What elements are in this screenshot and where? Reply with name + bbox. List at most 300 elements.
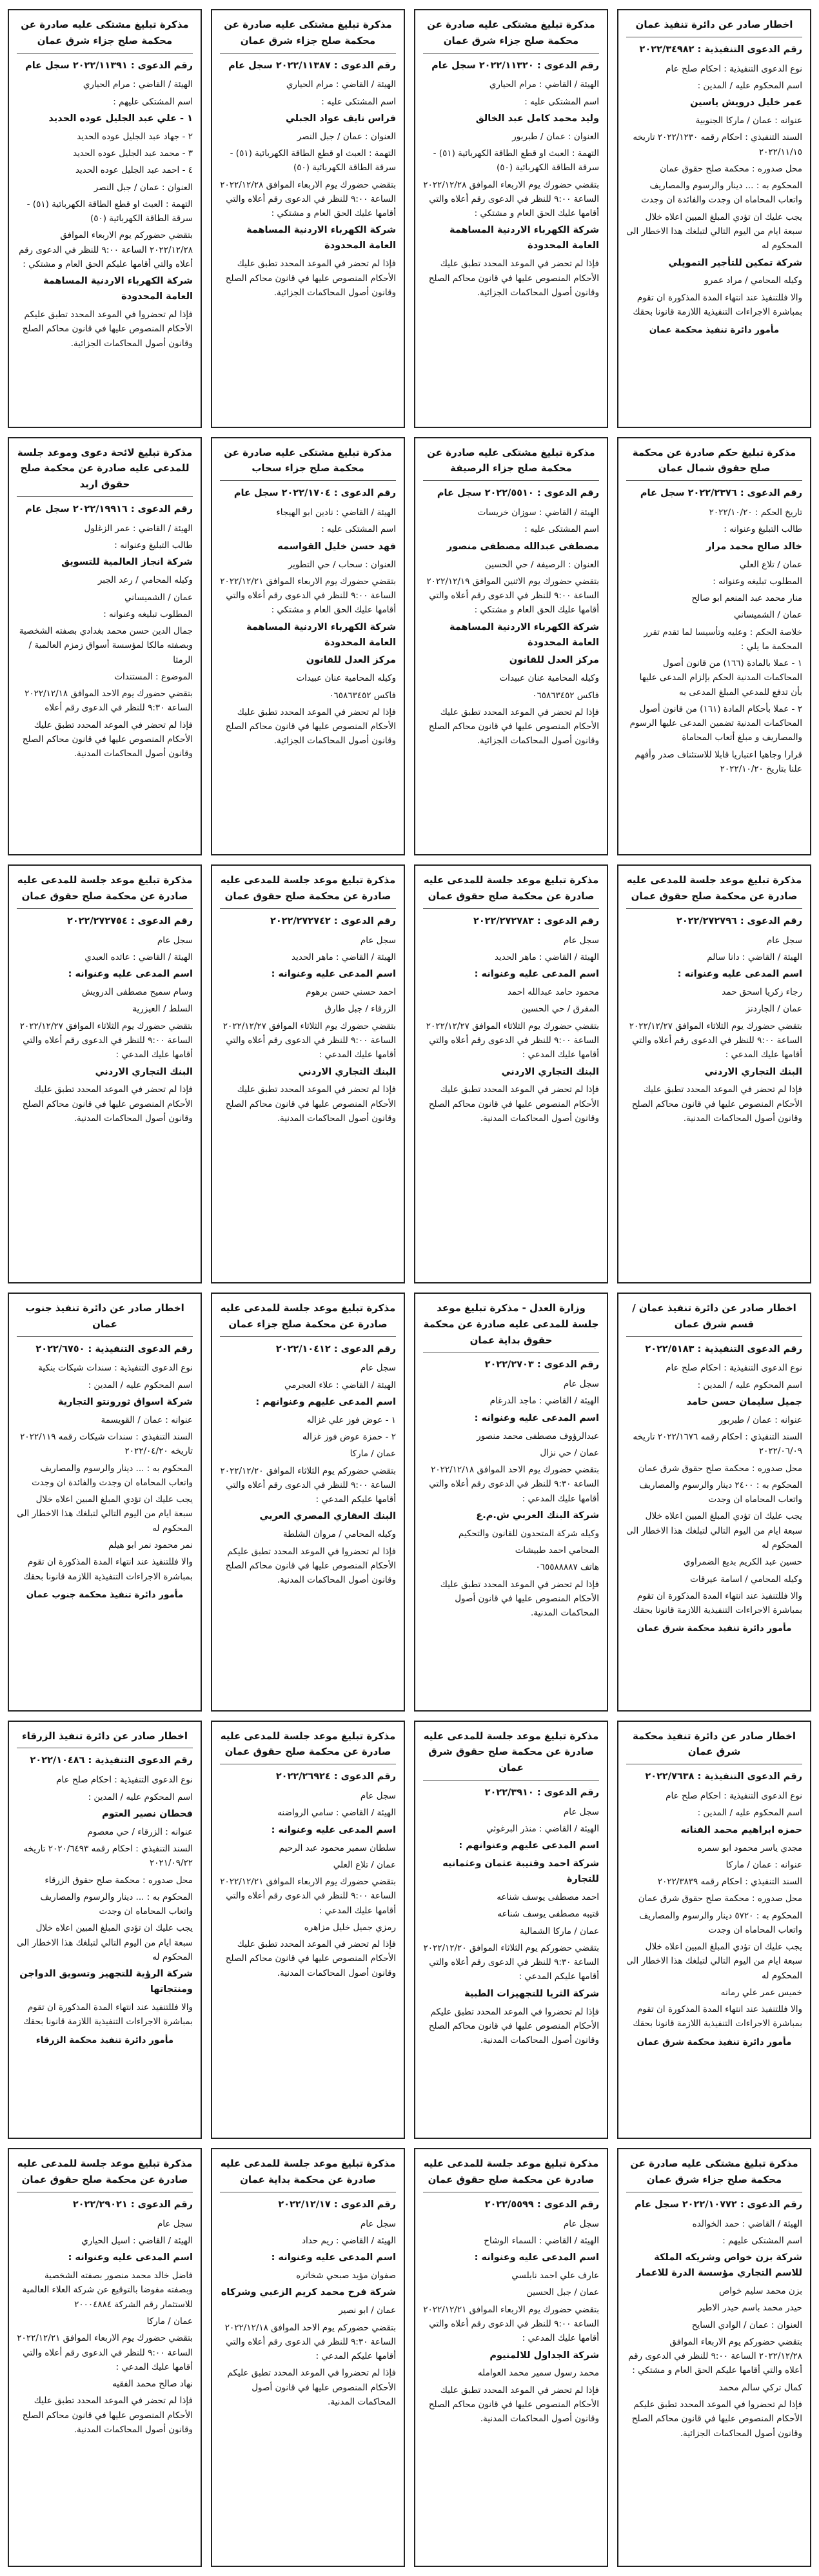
notice-line: السند التنفيذي : احكام رقمه ٢٠٢٢/١٢٣٠ تاريخه ٢٠٢٢/١١/١٥ bbox=[633, 132, 802, 157]
notice-line: وكيله المحامي / اسامة عيرقات bbox=[690, 1574, 802, 1585]
notice-footer: مأمور دائرة تنفيذ محكمة عمان bbox=[649, 325, 780, 336]
notice-line: اسم المشتكى عليه : bbox=[321, 96, 396, 107]
notice-line: مصطفى عبدالله مصطفى منصور bbox=[446, 541, 599, 552]
legal-notice bbox=[211, 437, 405, 856]
case-number: رقم الدعوى : ٢٠٢٢/١٢/١٧ bbox=[278, 2199, 396, 2210]
notice-line: حسين عبد الكريم بديع الضمراوي bbox=[683, 1557, 802, 1568]
notice-line: بزن محمد سليم خواص bbox=[718, 2286, 802, 2297]
notice-line: فإذا لم تحضروا في الموعد المحدد تطبق عليكم الأحكام المنصوص عليها في قانون محاكم الصلح وقانون أصول المحاكمات الجزائية. bbox=[631, 2399, 802, 2439]
notice-line: محمود حامد عبدالله احمد bbox=[507, 987, 599, 998]
notice-line: العنوان : عمان / طبربور bbox=[512, 131, 599, 142]
legal-notice bbox=[211, 1721, 405, 2140]
notice-heading: مذكرة تبليغ موعد جلسة للمدعى عليه صادرة عن محكمة صلح حقوق عمان bbox=[17, 872, 193, 909]
legal-notice bbox=[8, 1293, 202, 1712]
notice-line: الهيئة / القاضي : عائده العبدي bbox=[84, 952, 193, 963]
notice-line: يجب عليك ان تؤدي المبلغ المبين اعلاه خلال سبعة ايام من اليوم التالي لتبلغك هذا الاخطار الى المحكوم له bbox=[626, 1511, 802, 1550]
notice-line: التهمة : العبث او قطع الطاقة الكهربائية (٥١) - سرقة الطاقة الكهربائية (٥٠) bbox=[433, 148, 599, 173]
notice-line: سجل عام bbox=[157, 2218, 193, 2229]
notice-heading: مذكرة تبليغ موعد جلسة للمدعى عليه صادرة عن محكمة صلح حقوق عمان bbox=[423, 2156, 599, 2192]
notice-line: فاضل خالد محمد منصور بصفته الشخصية وبصفته مفوضا بالتوقيع عن شركة العلاء العالمية للاستثمار رقم الشركة ٢٠٠٠٤٨٨٤ bbox=[22, 2270, 193, 2310]
case-number: رقم الدعوى : ٢٠٢٢/١١٣٨٧ سجل عام bbox=[228, 60, 396, 71]
notice-line: بتقضي حضوركم يوم الثلاثاء الموافق ٢٠٢٢/١٢/٢٠ الساعة ٩:٣٠ للنظر في الدعوى رقم أعلاه والتي أقامها عليكم المدعي : bbox=[423, 1942, 599, 1982]
legal-notice bbox=[414, 864, 608, 1283]
notice-line: والا فللتنفيذ عند انتهاء المدة المذكورة ان تقوم بمباشرة الاجراءات التنفيذية اللازمة قانونا بحقك bbox=[633, 292, 802, 317]
notice-line: فإذا لم تحضر في الموعد المحدد تطبق عليك الأحكام المنصوص عليها في قانون محاكم الصلح وقانون أصول المحاكمات المدنية. bbox=[428, 2385, 599, 2425]
notice-line: العنوان : الرصيفة / حي الحسين bbox=[484, 559, 599, 570]
notice-heading: مذكرة تبليغ موعد جلسة للمدعى عليه صادرة عن محكمة صلح حقوق عمان bbox=[626, 872, 802, 909]
notice-line: السند التنفيذي : احكام رقمه ٢٠٢٢/٣٨٣٩ bbox=[657, 1877, 802, 1888]
notice-line: اسم المدعى عليه وعنوانه : bbox=[474, 1412, 599, 1423]
notice-line: اسم المشتكى عليه : bbox=[524, 524, 599, 535]
notice-line: بتقضي حضورك يوم الثلاثاء الموافق ٢٠٢٢/١٢/٢٧ الساعة ٩:٠٠ للنظر في الدعوى رقم أعلاه والتي أقامها عليك المدعي : bbox=[426, 1020, 599, 1060]
notice-line: الهيئة / القاضي : مرام الحياري bbox=[83, 79, 193, 90]
notice-line: بتقضي حضوركم يوم الاربعاء الموافق ٢٠٢٢/١٢/٢٨ الساعة ٩:٠٠ للنظر في الدعوى رقم أعلاه والتي أقامها عليكم الحق العام و مشتكي : bbox=[19, 230, 193, 269]
notice-line: خميس عمر علي رمانه bbox=[720, 1987, 802, 1998]
notice-line: اسم المشتكى عليهم : bbox=[113, 96, 193, 107]
notice-line: اسم المدعى عليه وعنوانه : bbox=[271, 1824, 396, 1835]
notice-line: العنوان : عمان / الوادي السايح bbox=[691, 2319, 802, 2330]
case-number: رقم الدعوى التنفيذية : ٢٠٢٢/٧٦٣٨ bbox=[645, 1771, 802, 1782]
notice-line: محمد رسول سمير محمد العوامله bbox=[477, 2368, 599, 2379]
notice-line: المطلوب تبليغه وعنوانه : bbox=[713, 576, 802, 587]
notice-line: ٢ - جهاد عبد الجليل عوده الحديد bbox=[77, 131, 193, 142]
notice-line: البنك التجاري الاردني bbox=[501, 1066, 599, 1077]
notice-line: الهيئة / القاضي : سوزان خريسات bbox=[477, 507, 599, 518]
case-number: رقم الدعوى : ٢٠٢٢/٢٧٠٣ bbox=[484, 1360, 599, 1371]
notice-line: عمان / الجاردنز bbox=[745, 1004, 802, 1015]
notice-line: نوع الدعوى التنفيذية : احكام صلح عام bbox=[666, 63, 802, 74]
notice-line: نوع الدعوى التنفيذية : سندات شيكات بنكية bbox=[38, 1363, 193, 1374]
notice-line: اسم المدعى عليه وعنوانه : bbox=[474, 969, 599, 980]
notice-line: ١ - عوض فوز علي غزاله bbox=[306, 1414, 396, 1425]
notice-line: اسم المدعى عليه وعنوانه : bbox=[474, 2252, 599, 2263]
notice-line: وكيله شركة المتحدون للقانون والتحكيم bbox=[458, 1528, 599, 1539]
notice-line: رمزي جميل خليل مزاهره bbox=[304, 1922, 396, 1933]
notice-line: اسم المدعى عليهم وعنوانهم : bbox=[255, 1396, 396, 1407]
notice-line: فإذا لم تحضر في الموعد المحدد تطبق عليك الأحكام المنصوص عليها في قانون محاكم الصلح وقانون أصول المحاكمات المدنية. bbox=[631, 1084, 802, 1124]
notice-line: خالد صالح محمد مرار bbox=[706, 541, 802, 552]
notice-line: مجدي ياسر محمود ابو سمره bbox=[697, 1842, 802, 1853]
notice-line: الهيئة / القاضي : عمر الزغلول bbox=[84, 523, 193, 534]
notice-line: رجاء زكريا اسحق حمد bbox=[722, 987, 802, 998]
notice-line: مركز العدل للقانون bbox=[306, 655, 396, 666]
notice-line: فاكس ٠٦٥٨٦٣٤٥٢ bbox=[532, 690, 599, 701]
notice-line: عنوانه : عمان / طبربور bbox=[718, 1414, 802, 1425]
notice-line: الهيئة / القاضي : ريم حداد bbox=[301, 2236, 396, 2247]
notice-line: وكيله المحامية عنان عبيدات bbox=[296, 673, 396, 684]
legal-notice bbox=[414, 1721, 608, 2140]
notice-line: شركة الثريا للتجهيزات الطبية bbox=[464, 1988, 599, 1999]
notice-line: اسم المدعى عليه وعنوانه : bbox=[677, 969, 802, 980]
notice-line: اسم المدعى عليه وعنوانه : bbox=[271, 969, 396, 980]
notice-line: عبدالرؤوف مصطفى محمد منصور bbox=[477, 1430, 599, 1441]
legal-notice bbox=[211, 1293, 405, 1712]
legal-notice bbox=[8, 437, 202, 856]
notice-line: حيدر محمد باسم حيدر الاطير bbox=[698, 2303, 802, 2314]
notice-line: فإذا لم تحضروا في الموعد المحدد تطبق عليكم الأحكام المنصوص عليها في قانون محاكم الصلح وقانون أصول المحاكمات المدنية. bbox=[428, 2006, 599, 2046]
notice-line: نوع الدعوى التنفيذية : احكام صلح عام bbox=[666, 1363, 802, 1374]
notice-line: المطلوب تبليغه وعنوانه : bbox=[103, 609, 193, 620]
legal-notice bbox=[8, 2148, 202, 2567]
notice-line: محل صدوره : محكمة صلح حقوق شرق عمان bbox=[638, 1463, 802, 1474]
notice-heading: اخطار صادر عن دائرة تنفيذ جنوب عمان bbox=[17, 1300, 193, 1337]
notice-line: شركة الكهرباء الاردنية المساهمة العامة المحدودة bbox=[43, 276, 193, 302]
notice-line: شركة الكهرباء الاردنية المساهمة العامة المحدودة bbox=[246, 225, 396, 251]
notice-line: اسم المدعى عليه وعنوانه : bbox=[68, 969, 193, 980]
notice-line: سجل عام bbox=[360, 1363, 396, 1374]
legal-notice bbox=[8, 1721, 202, 2140]
notice-line: اسم المشتكى عليه : bbox=[524, 96, 599, 107]
notice-line: ٣ - محمد عبد الجليل عوده الحديد bbox=[73, 148, 193, 159]
notice-line: شركة تمكين للتأجير التمويلي bbox=[668, 257, 802, 268]
notice-line: يجب عليك ان تؤدي المبلغ المبين اعلاه خلال سبعة ايام من اليوم التالي لتبلغك هذا الاخطار الى المحكوم له bbox=[626, 1942, 802, 1981]
notice-line: عنوانه : عمان / ماركا bbox=[725, 1859, 802, 1870]
notice-line: المحكوم به : ... دينار والرسوم والمصاريف واتعاب المحاماه ان وجدت والفائدة ان وجدت bbox=[32, 1463, 193, 1488]
legal-notice bbox=[617, 2148, 811, 2567]
notice-line: الزرقاء / جبل طارق bbox=[324, 1004, 396, 1015]
notice-heading: مذكرة تبليغ موعد جلسة للمدعى عليه صادرة عن محكمة صلح جزاء عمان bbox=[220, 1300, 396, 1337]
notice-line: الهيئة / القاضي : ماهر الحديد bbox=[495, 952, 599, 963]
case-number: رقم الدعوى : ٢٠٢٢/٢٧٢٧٨٣ bbox=[473, 915, 599, 926]
case-number: رقم الدعوى : ٢٠٢٢/١٧٠٤ سجل عام bbox=[233, 488, 396, 499]
notice-line: بتقضي حضورك يوم الاربعاء الموافق ٢٠٢٢/١٢/٢١ الساعة ٩:٠٠ للنظر في الدعوى رقم أعلاه والتي أقامها عليك المدعي : bbox=[17, 2333, 193, 2372]
legal-notice bbox=[211, 864, 405, 1283]
legal-notice bbox=[211, 9, 405, 428]
notice-line: منار محمد عبد المنعم ابو صالح bbox=[691, 593, 802, 604]
notice-line: بتقضي حضورك يوم الاربعاء الموافق ٢٠٢٢/١٢/٢٨ الساعة ٩:٠٠ للنظر في الدعوى رقم أعلاه والتي أقامها عليك الحق العام و مشتكي : bbox=[220, 179, 396, 219]
notice-line: طالب التبليغ وعنوانه : bbox=[114, 540, 193, 551]
notice-line: الهيئة / القاضي : علاء العجرمي bbox=[284, 1380, 396, 1390]
notice-line: نوع الدعوى التنفيذية : احكام صلح عام bbox=[56, 1775, 193, 1786]
case-number: رقم الدعوى : ٢٠٢٢/١٠٧٧٢ سجل عام bbox=[635, 2199, 802, 2210]
notice-line: شركة اسواق ثورونتو التجارية bbox=[57, 1396, 193, 1407]
case-number: رقم الدعوى : ٢٠٢٢/٢٧٢٧٤٢ bbox=[270, 915, 396, 926]
notice-line: جميل سليمان حسن حامد bbox=[686, 1396, 802, 1407]
notice-line: بتقضي حضورك يوم الاربعاء الموافق ٢٠٢٢/١٢/٢١ الساعة ٩:٠٠ للنظر في الدعوى رقم أعلاه والتي أقامها عليك المدعي : bbox=[423, 2304, 599, 2344]
notice-line: بتقضي حضورك يوم الاحد الموافق ٢٠٢٢/١٢/١٨ الساعة ٩:٣٠ للنظر في الدعوى رقم أعلاه والتي أقامها عليك المدعي : bbox=[429, 1465, 599, 1504]
notice-line: شركة الرؤية للتجهيز وتسويق الدواجن ومنتجاتها bbox=[19, 1969, 193, 1995]
case-number: رقم الدعوى : ٢٠٢٢/٢٩٠٢١ bbox=[72, 2199, 193, 2210]
case-number: رقم الدعوى التنفيذية : ٢٠٢٢/٣٤٩٨٢ bbox=[639, 44, 802, 55]
notice-line: شركة فرح محمد كريم الزعبي وشركاه bbox=[221, 2287, 396, 2298]
notice-line: بتقضي حضوركم يوم الثلاثاء الموافق ٢٠٢٢/١٢/٢٠ الساعة ٩:٠٠ للنظر في الدعوى رقم أعلاه والتي أقامها عليكم المدعي : bbox=[220, 1465, 396, 1505]
notice-line: الهيئة / القاضي : مرام الحياري bbox=[489, 79, 599, 90]
notice-line: وكيله المحامي / مراد عمرو bbox=[704, 275, 802, 286]
legal-notice bbox=[8, 9, 202, 428]
notice-line: شركة الكهرباء الاردنية المساهمة العامة المحدودة bbox=[246, 621, 396, 648]
notice-heading: مذكرة تبليغ مشتكى عليه صادرة عن محكمة صلح جزاء الرصيفة bbox=[423, 445, 599, 482]
notice-line: وليد محمد كامل عبد الخالق bbox=[475, 113, 599, 124]
legal-notice bbox=[414, 2148, 608, 2567]
notice-line: فإذا لم تحضروا في الموعد المحدد تطبق عليكم الأحكام المنصوص عليها في قانون أصول المحاكمات المدنية. bbox=[227, 2368, 396, 2407]
notice-line: طالب التبليغ وعنوانه : bbox=[724, 524, 802, 535]
legal-notice bbox=[414, 9, 608, 428]
notice-line: احمد مصطفى يوسف شناعه bbox=[497, 1892, 599, 1903]
notice-line: بتقضي حضورك يوم الاربعاء الموافق ٢٠٢٢/١٢/٢١ الساعة ٩:٠٠ للنظر في الدعوى رقم أعلاه والتي أقامها عليك المدعي : bbox=[220, 1877, 396, 1916]
legal-notice bbox=[211, 2148, 405, 2567]
notice-line: نمر محمود نمر ابو هيلم bbox=[108, 1540, 193, 1550]
notice-line: محل صدوره : محكمة صلح حقوق شرق عمان bbox=[638, 1893, 802, 1904]
notice-line: فاكس ٠٦٥٨٦٣٤٥٢ bbox=[329, 690, 396, 701]
notice-line: قحطان نصير العتوم bbox=[102, 1808, 193, 1819]
notice-line: خلاصة الحكم : وعليه وتأسيسا لما تقدم تقرر المحكمة ما يلي : bbox=[644, 627, 802, 652]
notice-line: السند التنفيذي : احكام رقمه ٢٠٢٠/٦٤٩٣ تاريخه ٢٠٢١/٠٩/٢٢ bbox=[23, 1844, 193, 1869]
notice-line: فإذا لم تحضر في الموعد المحدد تطبق عليك الأحكام المنصوص عليها في قانون محاكم الصلح وقانون أصول المحاكمات المدنية. bbox=[22, 719, 193, 759]
notice-line: سجل عام bbox=[360, 1791, 396, 1802]
case-number: رقم الدعوى التنفيذية : ٢٠٢٢/١٠٤٨٦ bbox=[30, 1755, 193, 1766]
case-number: رقم الدعوى : ٢٠٢٢/١١٣٩١ سجل عام bbox=[25, 60, 193, 71]
notice-line: المحكوم به : ٥٧٢٠ دينار والرسوم والمصاريف واتعاب المحاماه ان وجدت bbox=[639, 1910, 802, 1935]
notice-line: اسم المشتكى عليهم : bbox=[722, 2236, 802, 2247]
notice-line: فإذا لم تحضر في الموعد المحدد تطبق عليك الأحكام المنصوص عليها في قانون محاكم الصلح وقانون أصول المحاكمات المدنية. bbox=[225, 1939, 396, 1978]
notice-line: عمان / ابو نصير bbox=[339, 2305, 396, 2316]
notice-line: عنوانه : الزرقاء / حي معصوم bbox=[87, 1826, 193, 1837]
case-number: رقم الدعوى : ٢٠٢٢/٢٦٩٢٤ bbox=[275, 1771, 396, 1782]
legal-notice bbox=[617, 9, 811, 428]
notice-line: جمال الدين حسن محمد بغدادي بصفته الشخصية وبصفته مالكا لمؤسسة أسواق زمزم العالمية / الرمثا bbox=[19, 626, 193, 665]
notice-line: حمزه ابراهيم محمد الفنانه bbox=[680, 1824, 802, 1835]
notice-line: المفرق / حي الحسين bbox=[521, 1004, 599, 1015]
notice-line: ٢ - عملا بأحكام المادة (١٦١) من قانون أصول المحاكمات المدنية تضمين المدعى عليها الرسوم والمصاريف و مبلغ أتعاب المحاماة bbox=[629, 703, 802, 743]
notice-heading: مذكرة تبليغ مشتكى عليه صادرة عن محكمة صلح جزاء شرق عمان bbox=[626, 2156, 802, 2192]
notice-line: سجل عام bbox=[563, 2218, 599, 2229]
notice-footer: مأمور دائرة تنفيذ محكمة شرق عمان bbox=[636, 1623, 792, 1634]
notice-line: شركة الكهرباء الاردنية المساهمة العامة المحدودة bbox=[449, 621, 599, 648]
notice-line: عمان / ماركا bbox=[350, 1449, 396, 1459]
notice-line: عمر خليل درويش ياسين bbox=[690, 97, 802, 108]
notice-line: التهمة : العبث او قطع الطاقة الكهربائية (٥١) - سرقة الطاقة الكهربائية (٥٠) bbox=[26, 199, 193, 224]
case-number: رقم الدعوى التنفيذية : ٢٠٢٢/٥١٨٣ bbox=[645, 1343, 802, 1354]
notice-line: عمان / الشميساني bbox=[734, 610, 802, 621]
notice-line: الهيئة / القاضي : دانا سالم bbox=[707, 952, 802, 963]
notice-heading: مذكرة تبليغ مشتكى عليه صادرة عن محكمة صلح جزاء شرق عمان bbox=[220, 17, 396, 54]
notice-line: الهيئة / القاضي : منذر البرغوثي bbox=[486, 1824, 599, 1835]
notice-heading: مذكرة تبليغ لائحة دعوى وموعد جلسة للمدعى عليه صادرة عن محكمة صلح حقوق اربد bbox=[17, 445, 193, 497]
notice-line: فإذا لم تحضر في الموعد المحدد تطبق عليك الأحكام المنصوص عليها في قانون محاكم الصلح وقانون أصول المحاكمات المدنية. bbox=[22, 1084, 193, 1124]
notice-line: ١ - علي عبد الجليل عوده الحديد bbox=[48, 113, 193, 124]
notice-line: العنوان : عمان / جبل النصر bbox=[94, 182, 193, 193]
notice-line: قتيبه مصطفى يوسف شناعه bbox=[497, 1909, 599, 1920]
notice-line: فإذا لم تحضر في الموعد المحدد تطبق عليك الأحكام المنصوص عليها في قانون أصول المحاكمات المدنية. bbox=[440, 1579, 599, 1619]
notice-line: مركز العدل للقانون bbox=[509, 655, 599, 666]
notice-line: السلط / العيزرية bbox=[132, 1004, 193, 1015]
notice-heading: اخطار صادر عن دائرة تنفيذ الزرقاء bbox=[17, 1728, 193, 1749]
notice-heading: مذكرة تبليغ موعد جلسة للمدعى عليه صادرة عن محكمة صلح حقوق عمان bbox=[423, 872, 599, 909]
notice-line: والا فللتنفيذ عند انتهاء المدة المذكورة ان تقوم بمباشرة الاجراءات التنفيذية اللازمة قانونا بحقك bbox=[23, 2002, 193, 2027]
notice-line: شركة الجداول للالمنيوم bbox=[489, 2350, 599, 2361]
notice-line: وكيله المحامية عنان عبيدات bbox=[499, 673, 599, 684]
notice-line: بتقضي حضورك يوم الاربعاء الموافق ٢٠٢٢/١٢/٢١ الساعة ٩:٠٠ للنظر في الدعوى رقم أعلاه والتي أقامها عليك الحق العام و مشتكي : bbox=[220, 576, 396, 616]
notice-line: اسم المحكوم عليه / المدين : bbox=[88, 1380, 193, 1390]
notice-line: اسم المحكوم عليه / المدين : bbox=[697, 1380, 802, 1390]
notice-line: بتقضي حضورك يوم الثلاثاء الموافق ٢٠٢٢/١٢/٢٧ الساعة ٩:٠٠ للنظر في الدعوى رقم أعلاه والتي أقامها عليك المدعي : bbox=[19, 1020, 193, 1060]
notice-line: بتقضي حضورك يوم الثلاثاء الموافق ٢٠٢٢/١٢/٢٧ الساعة ٩:٠٠ للنظر في الدعوى رقم أعلاه والتي أقامها عليك المدعي : bbox=[629, 1020, 802, 1060]
notice-line: محل صدوره : محكمة صلح حقوق عمان bbox=[660, 163, 802, 174]
notice-heading: مذكرة تبليغ مشتكى عليه صادرة عن محكمة صلح جزاء سحاب bbox=[220, 445, 396, 482]
notice-line: سجل عام bbox=[157, 935, 193, 946]
case-number: رقم الدعوى : ٢٠٢٢/١٩٩١٦ سجل عام bbox=[25, 503, 193, 514]
notice-line: سجل عام bbox=[360, 2218, 396, 2229]
notice-line: بتقضي حضورك يوم الاربعاء الموافق ٢٠٢٢/١٢/٢٨ الساعة ٩:٠٠ للنظر في الدعوى رقم أعلاه والتي أقامها عليك الحق العام و مشتكي : bbox=[423, 179, 599, 219]
notice-line: سجل عام bbox=[563, 1379, 599, 1390]
case-number: رقم الدعوى : ٢٠٢٢/١٠٤١٢ bbox=[275, 1343, 396, 1354]
notice-line: ١ - عملا بالمادة (١٦٦) من قانون أصول المحاكمات المدنية الحكم بإلزام المدعى عليها بأن تدفع للمدعي المبلغ المدعى به bbox=[639, 658, 802, 698]
notice-line: البنك العقاري المصري العربي bbox=[259, 1511, 396, 1522]
notice-line: سلطان سمير محمود عبد الرحيم bbox=[279, 1842, 396, 1853]
notice-line: نهاد صالح محمد الفقيه bbox=[112, 2379, 193, 2390]
notice-line: فإذا لم تحضروا في الموعد المحدد تطبق عليكم الأحكام المنصوص عليها في قانون محاكم الصلح وقانون أصول المحاكمات الجزائية. bbox=[22, 309, 193, 349]
notice-line: اسم المشتكى عليه : bbox=[321, 524, 396, 535]
notice-line: شركة بزن خواص وشريكه الملكة للاسم التجاري مؤسسة الدرة للاعمار bbox=[636, 2252, 802, 2279]
notice-line: فإذا لم تحضر في الموعد المحدد تطبق عليك الأحكام المنصوص عليها في قانون محاكم الصلح وقانون أصول المحاكمات الجزائية. bbox=[428, 707, 599, 746]
notice-line: يجب عليك ان تؤدي المبلغ المبين اعلاه خلال سبعة ايام من اليوم التالي لتبلغك هذا الاخطار الى المحكوم له bbox=[626, 211, 802, 251]
notice-line: قرارا وجاهيا اعتباريا قابلا للاستئناف صدر وأفهم علنا بتاريخ ٢٠٢٢/١٠/٢٠ bbox=[635, 749, 802, 774]
legal-notice bbox=[414, 437, 608, 856]
notice-footer: مأمور دائرة تنفيذ محكمة الزرقاء bbox=[35, 2034, 174, 2045]
notice-line: الهيئة / القاضي : نادين ابو الهيجاء bbox=[276, 507, 396, 518]
notice-line: عارف علي احمد نابلسي bbox=[511, 2270, 599, 2281]
notice-line: الهيئة / القاضي : سامي الرواضنه bbox=[277, 1808, 396, 1819]
notice-line: سجل عام bbox=[563, 935, 599, 946]
notice-line: المحكوم به : ٢٤٠٠ دينار والرسوم والمصاريف واتعاب المحاماه ان وجدت bbox=[639, 1479, 802, 1505]
notice-line: فإذا لم تحضر في الموعد المحدد تطبق عليك الأحكام المنصوص عليها في قانون محاكم الصلح وقانون أصول المحاكمات الجزائية. bbox=[225, 707, 396, 746]
legal-notice bbox=[8, 864, 202, 1283]
case-number: رقم الدعوى : ٢٠٢٢/٢٣٧٦ سجل عام bbox=[640, 488, 802, 499]
notice-line: السند التنفيذي : سندات شيكات رقمه ٢٠٢٢/١١٩ تاريخه ٢٠٢٢/٠٤/٢٠ bbox=[20, 1432, 193, 1457]
notice-line: وسام سميح مصطفى الدرويش bbox=[81, 987, 193, 998]
notice-line: عنوانه : عمان / ماركا الجنوبية bbox=[695, 115, 802, 126]
notice-line: بتقضي حضورك يوم الثلاثاء الموافق ٢٠٢٢/١٢/٢٧ الساعة ٩:٠٠ للنظر في الدعوى رقم أعلاه والتي أقامها عليك المدعي : bbox=[222, 1020, 396, 1060]
notice-heading: مذكرة تبليغ موعد جلسة للمدعى عليه صادرة عن محكمة صلح حقوق عمان bbox=[220, 872, 396, 909]
notice-line: سجل عام bbox=[766, 935, 802, 946]
legal-notice bbox=[617, 1721, 811, 2140]
notice-heading: مذكرة تبليغ موعد جلسة للمدعى عليه صادرة عن محكمة بداية عمان bbox=[220, 2156, 396, 2192]
notice-line: محل صدوره : محكمة صلح حقوق الزرقاء bbox=[44, 1875, 193, 1886]
notice-heading: وزارة العدل - مذكرة تبليغ موعد جلسة للمدعى عليه صادرة عن محكمة حقوق بداية عمان bbox=[423, 1300, 599, 1352]
notice-line: الهيئة / القاضي : حمد الخوالده bbox=[692, 2218, 802, 2229]
notice-line: سجل عام bbox=[360, 935, 396, 946]
notice-line: فهد حسن خليل القواسمه bbox=[277, 541, 396, 552]
case-number: رقم الدعوى : ٢٠٢٢/٥٥١٠ سجل عام bbox=[437, 488, 599, 499]
notice-line: فإذا لم تحضروا في الموعد المحدد تطبق عليكم الأحكام المنصوص عليها في قانون محاكم الصلح وقانون أصول المحاكمات المدنية. bbox=[225, 1546, 396, 1586]
notice-line: والا فللتنفيذ عند انتهاء المدة المذكورة ان تقوم بمباشرة الاجراءات التنفيذية اللازمة قانونا بحقك bbox=[633, 2004, 802, 2029]
notice-line: فإذا لم تحضر في الموعد المحدد تطبق عليك الأحكام المنصوص عليها في قانون محاكم الصلح وقانون أصول المحاكمات المدنية. bbox=[225, 1084, 396, 1124]
notice-heading: مذكرة تبليغ موعد جلسة للمدعى عليه صادرة عن محكمة صلح حقوق عمان bbox=[17, 2156, 193, 2192]
case-number: رقم الدعوى : ٢٠٢٢/٢٧٢٧٥٤ bbox=[66, 915, 193, 926]
notice-line: اسم المدعى عليه وعنوانه : bbox=[271, 2252, 396, 2263]
case-number: رقم الدعوى : ٢٠٢٢/١١٣٢٠ سجل عام bbox=[431, 60, 599, 71]
notice-line: بتقضي حضورك يوم الاثنين الموافق ٢٠٢٢/١٢/١٩ الساعة ٩:٠٠ للنظر في الدعوى رقم أعلاه والتي أقامها عليك الحق العام و مشتكي : bbox=[426, 576, 599, 616]
notice-line: المحكوم به : ... دينار والرسوم والمصاريف واتعاب المحاماه ان وجدت bbox=[40, 1891, 193, 1917]
notice-footer: مأمور دائرة تنفيذ محكمة شرق عمان bbox=[636, 2036, 792, 2047]
notice-line: سجل عام bbox=[563, 1806, 599, 1817]
notice-heading: مذكرة تبليغ مشتكى عليه صادرة عن محكمة صلح جزاء شرق عمان bbox=[423, 17, 599, 54]
notice-line: المحكوم به : ... دينار والرسوم والمصاريف واتعاب المحاماه ان وجدت والفائدة ان وجدت bbox=[641, 181, 802, 206]
notice-line: عنوانه : عمان / القويسمة bbox=[101, 1414, 193, 1425]
notice-line: صفوان مؤيد صبحي شخاتره bbox=[296, 2270, 396, 2281]
notice-line: فإذا لم تحضر في الموعد المحدد تطبق عليك الأحكام المنصوص عليها في قانون محاكم الصلح وقانون أصول المحاكمات المدنية. bbox=[22, 2395, 193, 2435]
notice-line: عمان / الشميساني bbox=[124, 592, 193, 603]
notice-line: العنوان : سحاب / حي التطوير bbox=[288, 559, 396, 570]
case-number: رقم الدعوى : ٢٠٢٢/٢٧٢٧٩٦ bbox=[676, 915, 802, 926]
case-number: رقم الدعوى : ٢٠٢٢/٥٥٩٩ bbox=[484, 2199, 599, 2210]
notice-line: عمان / ماركا bbox=[146, 2316, 193, 2327]
notice-line: هاتف ٠٦٥٥٨٨٨٨٧ bbox=[535, 1562, 599, 1573]
legal-notice bbox=[414, 1293, 608, 1712]
case-number: رقم الدعوى : ٢٠٢٢/٣٩١٠ bbox=[484, 1787, 599, 1798]
notice-heading: مذكرة تبليغ مشتكى عليه صادرة عن محكمة صلح جزاء شرق عمان bbox=[17, 17, 193, 54]
notice-line: بتقضي حضورك يوم الاحد الموافق ٢٠٢٢/١٢/١٨ الساعة ٩:٣٠ للنظر في الدعوى رقم أعلاه bbox=[25, 688, 193, 714]
notice-heading: اخطار صادر عن دائرة تنفيذ محكمة شرق عمان bbox=[626, 1728, 802, 1765]
notice-line: البنك التجاري الاردني bbox=[95, 1066, 193, 1077]
notice-line: الموضوع : المستندات bbox=[114, 671, 193, 682]
notice-line: شركة احمد وقتيبة عثمان وعثمانيه للتجارة bbox=[442, 1859, 599, 1885]
notice-line: عمان / تلاع العلي bbox=[333, 1859, 396, 1870]
notice-line: وكيله المحامي / رعد الجبر bbox=[97, 575, 193, 586]
notice-line: تاريخ الحكم : ٢٠٢٢/١٠/٢٠ bbox=[709, 507, 802, 518]
notice-line: اسم المدعى عليهم وعنوانهم : bbox=[459, 1840, 599, 1851]
notice-line: عمان / تلاع العلي bbox=[739, 559, 802, 570]
case-number: رقم الدعوى التنفيذية : ٢٠٢٢/٦٧٥٠ bbox=[35, 1343, 193, 1354]
notice-heading: مذكرة تبليغ حكم صادرة عن محكمة صلح حقوق شمال عمان bbox=[626, 445, 802, 482]
notice-line: والا فللتنفيذ عند انتهاء المدة المذكورة ان تقوم بمباشرة الاجراءات التنفيذية اللازمة قانونا بحقك bbox=[633, 1590, 802, 1616]
notice-line: التهمة : العبث او قطع الطاقة الكهربائية (٥١) - سرقة الطاقة الكهربائية (٥٠) bbox=[230, 148, 396, 173]
notice-line: اسم المحكوم عليه / المدين : bbox=[697, 80, 802, 91]
notice-heading: مذكرة تبليغ موعد جلسة للمدعى عليه صادرة عن محكمة صلح حقوق شرق عمان bbox=[423, 1728, 599, 1781]
notice-line: بتقضي حضوركم يوم الاربعاء الموافق ٢٠٢٢/١٢/٢٨ الساعة ٩:٠٠ للنظر في الدعوى رقم أعلاه والتي أقامها عليكم الحق العام و مشتكي : bbox=[628, 2336, 802, 2376]
notice-line: اسم المحكوم عليه / المدين : bbox=[697, 1808, 802, 1819]
notice-footer: مأمور دائرة تنفيذ محكمة جنوب عمان bbox=[26, 1589, 184, 1600]
notice-line: اسم المدعى عليه وعنوانه : bbox=[68, 2252, 193, 2263]
notice-line: اسم المحكوم عليه / المدين : bbox=[88, 1791, 193, 1802]
notice-heading: مذكرة تبليغ موعد جلسة للمدعى عليه صادرة عن محكمة صلح حقوق عمان bbox=[220, 1728, 396, 1765]
notice-line: الهيئة / القاضي : مرام الحياري bbox=[286, 79, 396, 90]
notice-line: فراس نايف عواد الجبلي bbox=[285, 113, 396, 124]
notice-line: فإذا لم تحضر في الموعد المحدد تطبق عليك الأحكام المنصوص عليها في قانون محاكم الصلح وقانون أصول المحاكمات الجزائية. bbox=[428, 259, 599, 298]
notice-line: البنك التجاري الاردني bbox=[298, 1066, 396, 1077]
notice-line: بتقضي حضوركم يوم الاحد الموافق ٢٠٢٢/١٢/١٨ الساعة ٩:٣٠ للنظر في الدعوى رقم أعلاه والتي أقامها عليكم المدعي : bbox=[224, 2322, 396, 2362]
notice-line: ٢ - حمزة عوض فوز غزاله bbox=[302, 1432, 396, 1443]
notice-line: البنك التجاري الاردني bbox=[704, 1066, 802, 1077]
notice-line: شركة البنك العربي ش.م.ع bbox=[476, 1510, 599, 1521]
notice-line: الهيئة / القاضي : السماء الوشاح bbox=[484, 2236, 599, 2247]
notice-line: احمد حسني حسن برهوم bbox=[306, 987, 396, 998]
notice-line: شركة انجاز العالمية للتسويق bbox=[61, 557, 193, 568]
notice-line: فإذا لم تحضر في الموعد المحدد تطبق عليك الأحكام المنصوص عليها في قانون محاكم الصلح وقانون أصول المحاكمات المدنية. bbox=[428, 1084, 599, 1124]
notice-line: ٤ - احمد عبد الجليل عوده الحديد bbox=[75, 165, 193, 176]
notice-line: عمان / ماركا الشمالية bbox=[520, 1926, 599, 1937]
notice-line: السند التنفيذي : احكام رقمه ٢٠٢٢/١٦٧٦ تاريخه ٢٠٢٢/٠٦/٠٩ bbox=[633, 1432, 802, 1457]
notice-line: شركة الكهرباء الاردنية المساهمة العامة المحدودة bbox=[449, 225, 599, 251]
notice-line: يجب عليك ان تؤدي المبلغ المبين اعلاه خلال سبعة ايام من اليوم التالي لتبلغك هذا الاخطار الى المحكوم له bbox=[17, 1494, 193, 1534]
notice-line: عمان / حي نزال bbox=[540, 1447, 599, 1458]
legal-notice bbox=[617, 437, 811, 856]
notice-line: والا فللتنفيذ عند انتهاء المدة المذكورة ان تقوم بمباشرة الاجراءات التنفيذية اللازمة قانونا بحقك bbox=[23, 1557, 193, 1582]
notice-line: العنوان : عمان / جبل النصر bbox=[297, 131, 396, 142]
notice-line: الهيئة / القاضي : ماهر الحديد bbox=[291, 952, 396, 963]
notice-line: الهيئة / القاضي : ماجد الدرغام bbox=[489, 1396, 599, 1407]
notice-line: فإذا لم تحضر في الموعد المحدد تطبق عليك الأحكام المنصوص عليها في قانون محاكم الصلح وقانون أصول المحاكمات الجزائية. bbox=[225, 259, 396, 298]
notice-line: الهيئة / القاضي : اسيل الحياري bbox=[81, 2236, 193, 2247]
notice-heading: اخطار صادر عن دائرة تنفيذ عمان bbox=[626, 17, 802, 37]
notice-line: كمال تركي سالم محمد bbox=[718, 2382, 802, 2393]
notice-line: المحامي احمد طبيشات bbox=[515, 1545, 599, 1556]
notice-line: عمان / جبل الحسين bbox=[526, 2287, 599, 2298]
legal-notice bbox=[617, 864, 811, 1283]
notice-heading: اخطار صادر عن دائرة تنفيذ عمان / قسم شرق عمان bbox=[626, 1300, 802, 1337]
notice-line: نوع الدعوى التنفيذية : احكام صلح عام bbox=[666, 1791, 802, 1802]
legal-notice bbox=[617, 1293, 811, 1712]
